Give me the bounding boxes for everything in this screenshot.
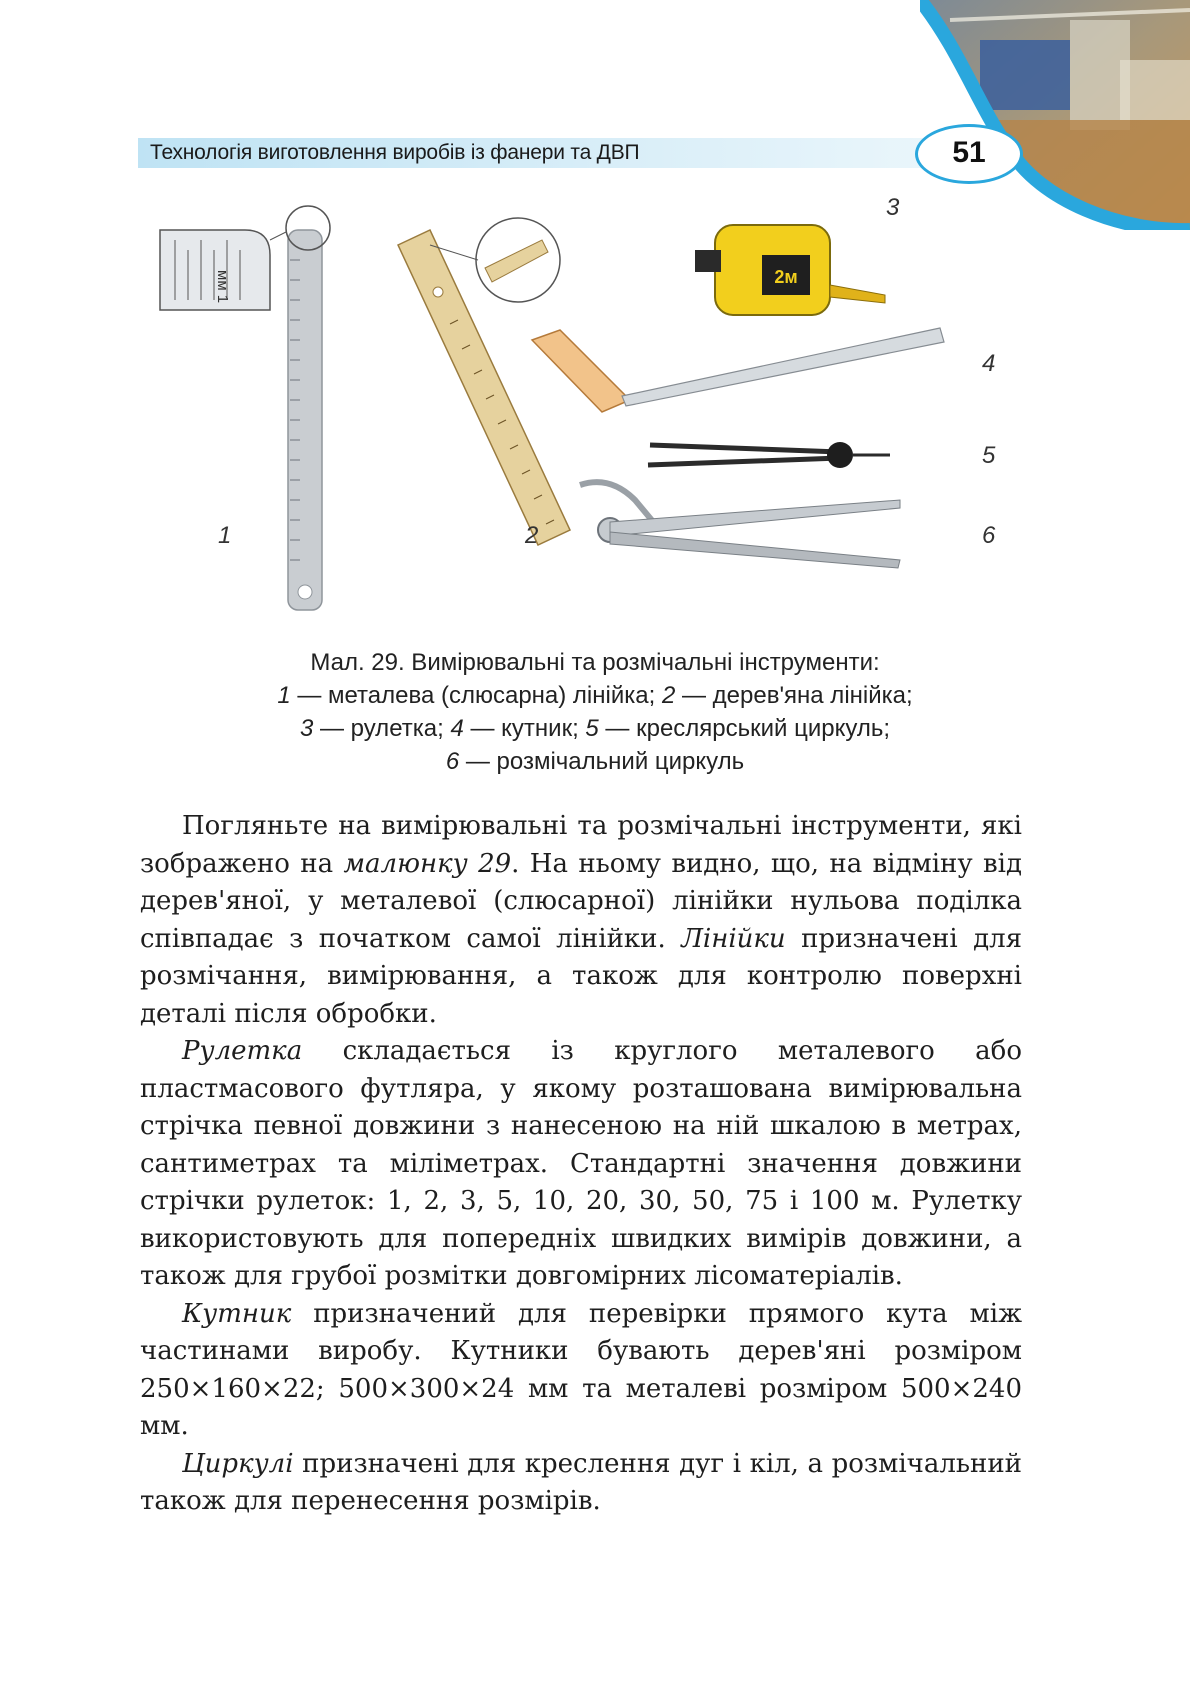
caption-item-number: 2 bbox=[661, 682, 676, 709]
paragraph-try-square bbox=[140, 1296, 1022, 1446]
workshop-photo bbox=[920, 0, 1190, 230]
tape-measure-image bbox=[695, 225, 885, 315]
paragraph-text: складається із круглого металевого або пластмасового футляра, у якому розташована вимірювальна стрічка певної довжини з нанесеною на ній шкалою в метрах, сантиметрах та міліметрах. Стандартні значення довжини стрічки рулеток: 1, 2, 3, 5, 10, 20, 30, 50, 75 і 100 м. Рулетку використовують для попередніх швидких вимірів довжини, а також для грубої розмітки довгомірних лісоматеріалів. bbox=[140, 1036, 1022, 1291]
page-number: 51 bbox=[952, 136, 986, 169]
paragraph-compasses bbox=[140, 1446, 1022, 1521]
instruments-illustration bbox=[140, 200, 1060, 630]
paragraph-text: призначений для перевірки прямого кута між частинами виробу. Кутники бувають дерев'яні розміром 250×160×22; 500×300×24 мм та металеві розміром 500×240 мм. bbox=[140, 1298, 1022, 1441]
caption-item-number: 1 bbox=[277, 682, 291, 709]
caption-line-4 bbox=[140, 745, 1050, 778]
figure-label-4: 4 bbox=[982, 350, 996, 377]
caption-item-number: 4 bbox=[450, 715, 464, 742]
tape-size-text: 2м bbox=[774, 267, 798, 287]
caption-item-number: 3 bbox=[299, 715, 314, 742]
caption-item-text: — креслярський циркуль; bbox=[598, 715, 891, 742]
caption-line-3 bbox=[140, 712, 1050, 745]
caption-line-2 bbox=[140, 679, 1050, 712]
paragraph-text: . На ньому видно, що, на відміну від дерев'яної, у металевої (слюсарної) лінійки нульова поділка співпадає з початком самої лінійки. bbox=[140, 848, 1022, 954]
caption-item-text: — дерев'яна лінійка; bbox=[675, 682, 913, 709]
paragraph-rulers bbox=[140, 808, 1022, 1033]
term-compasses: Циркулі bbox=[182, 1448, 294, 1479]
paragraph-tape-measure bbox=[140, 1033, 1022, 1296]
caption-item-text: — рулетка; bbox=[313, 715, 451, 742]
term-rulers: Лінійки bbox=[681, 923, 786, 954]
marking-compass-image bbox=[580, 482, 900, 568]
body-text bbox=[140, 808, 1022, 1521]
caption-item-number: 5 bbox=[585, 715, 599, 742]
running-header-title: Технологія виготовлення виробів із фанери та ДВП bbox=[150, 141, 640, 164]
paragraph-text: Погляньте на вимірювальні та розмічальні інструменти, які зображено на bbox=[140, 811, 1022, 879]
metal-ruler-image bbox=[288, 230, 322, 610]
figure-reference: малюнку 29 bbox=[343, 848, 512, 879]
figure-label-5: 5 bbox=[982, 442, 996, 469]
try-square-image bbox=[532, 328, 944, 412]
caption-item-number: 6 bbox=[445, 748, 460, 775]
figure-label-3: 3 bbox=[886, 194, 900, 221]
figure-label-2: 2 bbox=[525, 522, 539, 549]
caption-item-text: — розмічальний циркуль bbox=[459, 748, 745, 775]
caption-title: Мал. 29. Вимірювальні та розмічальні інструменти: bbox=[310, 649, 880, 676]
paragraph-text: призначені для креслення дуг і кіл, а розмічальний також для перенесення розмірів. bbox=[140, 1448, 1022, 1516]
figure-label-6: 6 bbox=[982, 522, 996, 549]
figure-29-instruments bbox=[140, 194, 1060, 630]
drawing-compass-image bbox=[648, 442, 890, 468]
caption-item-text: — металева (слюсарна) лінійка; bbox=[290, 682, 662, 709]
term-try-square: Кутник bbox=[182, 1298, 292, 1329]
paragraph-text: призначені для розмічання, вимірювання, а також для контролю поверхні деталі після обробки. bbox=[140, 923, 1022, 1029]
caption-item-text: — кутник; bbox=[463, 715, 586, 742]
term-tape-measure: Рулетка bbox=[182, 1036, 303, 1066]
ruler-zoom-text: мм 1 bbox=[214, 270, 231, 304]
figure-caption bbox=[140, 646, 1050, 778]
figure-label-1: 1 bbox=[218, 522, 232, 549]
